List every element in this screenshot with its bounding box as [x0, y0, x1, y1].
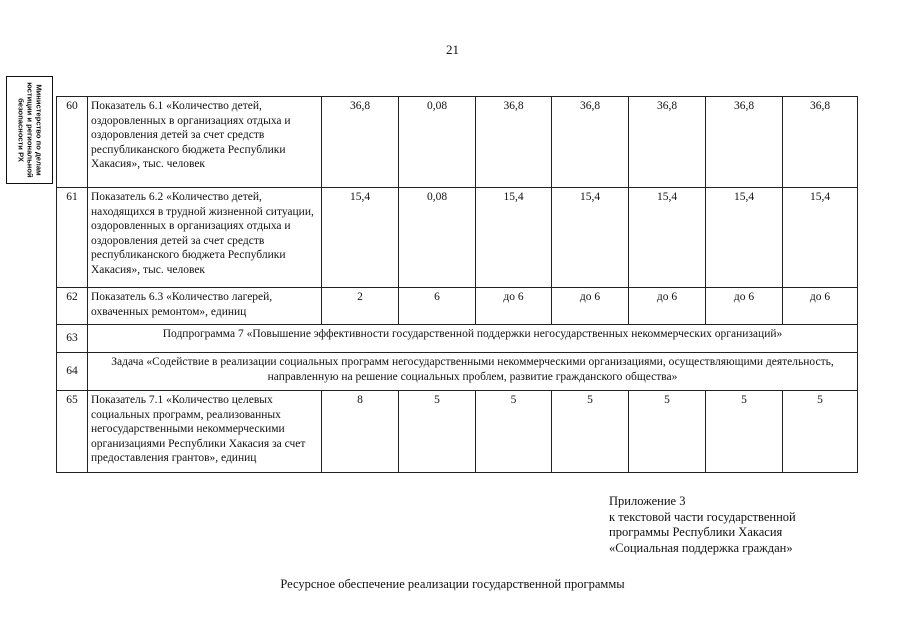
- row-number: 61: [57, 188, 88, 288]
- value-cell: до 6: [706, 288, 783, 325]
- value-cell: 8: [322, 391, 399, 473]
- row-number: 60: [57, 97, 88, 188]
- row-number: 65: [57, 391, 88, 473]
- indicator-description: Показатель 6.2 «Количество детей, находящихся в трудной жизненной ситуации, оздоровленных в организациях отдыха и оздоровления детей за счет средств республиканского бюджета Республики Хакасия», тыс. человек: [88, 188, 322, 288]
- appendix-line: программы Республики Хакасия: [609, 525, 783, 539]
- value-cell: 5: [706, 391, 783, 473]
- indicator-description: Показатель 6.3 «Количество лагерей, охваченных ремонтом», единиц: [88, 288, 322, 325]
- value-cell: 15,4: [783, 188, 858, 288]
- value-cell: 15,4: [476, 188, 552, 288]
- table-row: [57, 325, 858, 353]
- value-cell: до 6: [783, 288, 858, 325]
- indicators-table: [56, 96, 858, 473]
- row-number: 62: [57, 288, 88, 325]
- table-row: [57, 188, 858, 288]
- value-cell: 15,4: [629, 188, 706, 288]
- value-cell: 0,08: [399, 188, 476, 288]
- appendix-line: Приложение 3: [609, 494, 686, 508]
- value-cell: 5: [783, 391, 858, 473]
- registration-stamp: [6, 76, 53, 184]
- value-cell: 5: [399, 391, 476, 473]
- value-cell: 6: [399, 288, 476, 325]
- value-cell: 15,4: [706, 188, 783, 288]
- value-cell: до 6: [552, 288, 629, 325]
- table-row: [57, 353, 858, 391]
- page-number: 21: [446, 42, 459, 57]
- table-row: [57, 391, 858, 473]
- value-cell: 5: [552, 391, 629, 473]
- subprogram-title: Подпрограмма 7 «Повышение эффективности государственной поддержки негосударственных некоммерческих организаций»: [88, 325, 858, 353]
- appendix-note: [609, 494, 796, 556]
- value-cell: 36,8: [706, 97, 783, 188]
- table-row: [57, 97, 858, 188]
- value-cell: 5: [629, 391, 706, 473]
- indicator-description: Показатель 6.1 «Количество детей, оздоровленных в организациях отдыха и оздоровления детей за счет средств республиканского бюджета Республики Хакасия», тыс. человек: [88, 97, 322, 188]
- stamp-text: Министерство по делам юстиции и региональной безопасности РХ: [16, 82, 43, 178]
- task-title: Задача «Содействие в реализации социальных программ негосударственными некоммерческими организациями, осуществляющими деятельность, направленную на решение социальных проблем, развитие гражданского общества»: [88, 353, 858, 391]
- appendix-line: «Социальная поддержка граждан»: [609, 540, 793, 555]
- value-cell: 36,8: [322, 97, 399, 188]
- value-cell: 36,8: [629, 97, 706, 188]
- appendix-line: к текстовой части государственной: [609, 509, 796, 524]
- value-cell: 2: [322, 288, 399, 325]
- section-title: Ресурсное обеспечение реализации государственной программы: [280, 577, 625, 591]
- value-cell: 5: [476, 391, 552, 473]
- value-cell: до 6: [629, 288, 706, 325]
- indicator-description: Показатель 7.1 «Количество целевых социальных программ, реализованных негосударственными некоммерческими организациями Республики Хакасия за счет предоставления грантов», единиц: [88, 391, 322, 473]
- row-number: 64: [57, 353, 88, 391]
- value-cell: 36,8: [476, 97, 552, 188]
- value-cell: 36,8: [783, 97, 858, 188]
- value-cell: до 6: [476, 288, 552, 325]
- value-cell: 15,4: [552, 188, 629, 288]
- value-cell: 15,4: [322, 188, 399, 288]
- table-row: [57, 288, 858, 325]
- value-cell: 36,8: [552, 97, 629, 188]
- value-cell: 0,08: [399, 97, 476, 188]
- row-number: 63: [57, 325, 88, 353]
